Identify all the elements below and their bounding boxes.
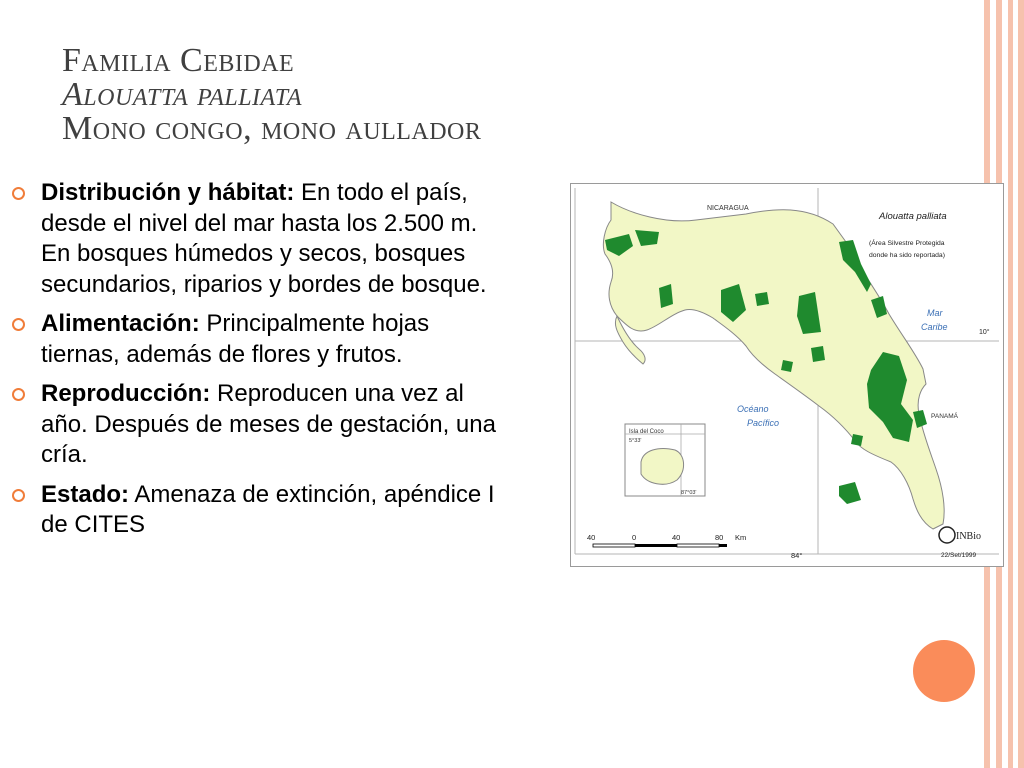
decorative-circle — [913, 640, 975, 702]
map-date: 22/Set/1999 — [941, 552, 977, 559]
bullet-circle-icon — [12, 318, 25, 331]
bullet-circle-icon — [12, 187, 25, 200]
bullet-text: Reproducen una vez al año. Después de meses de gestación, una cría. — [41, 380, 496, 468]
label-lat-10: 10° — [979, 329, 990, 336]
bullet-circle-icon — [12, 489, 25, 502]
distribution-map — [570, 183, 1004, 567]
bullet-status — [12, 480, 512, 541]
scale-bar — [593, 544, 727, 547]
bullet-label: Estado: — [41, 480, 130, 508]
label-oceano: Océano — [737, 404, 769, 414]
bullet-circle-icon — [12, 388, 25, 401]
stripe-3 — [1008, 0, 1013, 768]
label-lon-84: 84° — [791, 551, 803, 560]
bullet-label: Reproducción: — [41, 380, 211, 407]
bullet-distribution — [12, 178, 512, 300]
scale-tick: 80 — [715, 533, 724, 542]
label-caribe: Caribe — [921, 322, 948, 332]
label-panama: PANAMÁ — [931, 413, 958, 420]
title-family: Familia Cebidae — [62, 42, 295, 79]
isla-coco-shape — [641, 449, 684, 485]
map-legend-line2: donde ha sido reportada) — [869, 252, 945, 259]
slide-title — [62, 44, 481, 146]
scale-tick: 40 — [587, 533, 596, 542]
scale-unit: Km — [735, 533, 747, 542]
map-legend-line1: (Área Silvestre Protegida — [869, 240, 945, 247]
bullet-reproduction — [12, 379, 512, 471]
inset-lat: 5°33' — [629, 438, 642, 444]
stripe-4 — [1018, 0, 1024, 768]
bullet-label: Distribución y hábitat: — [41, 179, 295, 206]
label-mar: Mar — [927, 308, 943, 318]
label-nicaragua: NICARAGUA — [707, 205, 749, 212]
bullet-text: Amenaza de extinción, apéndice I de CITES — [41, 480, 495, 538]
scale-tick: 40 — [672, 533, 681, 542]
logo-text: INBio — [956, 531, 981, 542]
scale-tick: 0 — [632, 533, 637, 542]
bullet-text: Principalmente hojas tiernas, además de flores y frutos. — [41, 310, 430, 368]
label-pacifico: Pacífico — [747, 418, 780, 428]
title-common-name: Mono congo, mono aullador — [62, 110, 482, 147]
map-species-label: Alouatta palliata — [879, 211, 947, 222]
bullet-food — [12, 309, 512, 370]
inset-title: Isla del Coco — [629, 429, 664, 435]
bullet-text: En todo el país, desde el nivel del mar hasta los 2.500 m. En bosques húmedos y secos, bosques secundarios, riparios y bordes de bosque. — [41, 179, 487, 298]
title-species: Alouatta palliata — [62, 76, 303, 113]
inset-lon: 87°03' — [681, 490, 697, 496]
bullet-label: Alimentación: — [41, 310, 200, 337]
inbio-logo-icon — [939, 527, 955, 543]
bullet-list — [12, 178, 512, 550]
